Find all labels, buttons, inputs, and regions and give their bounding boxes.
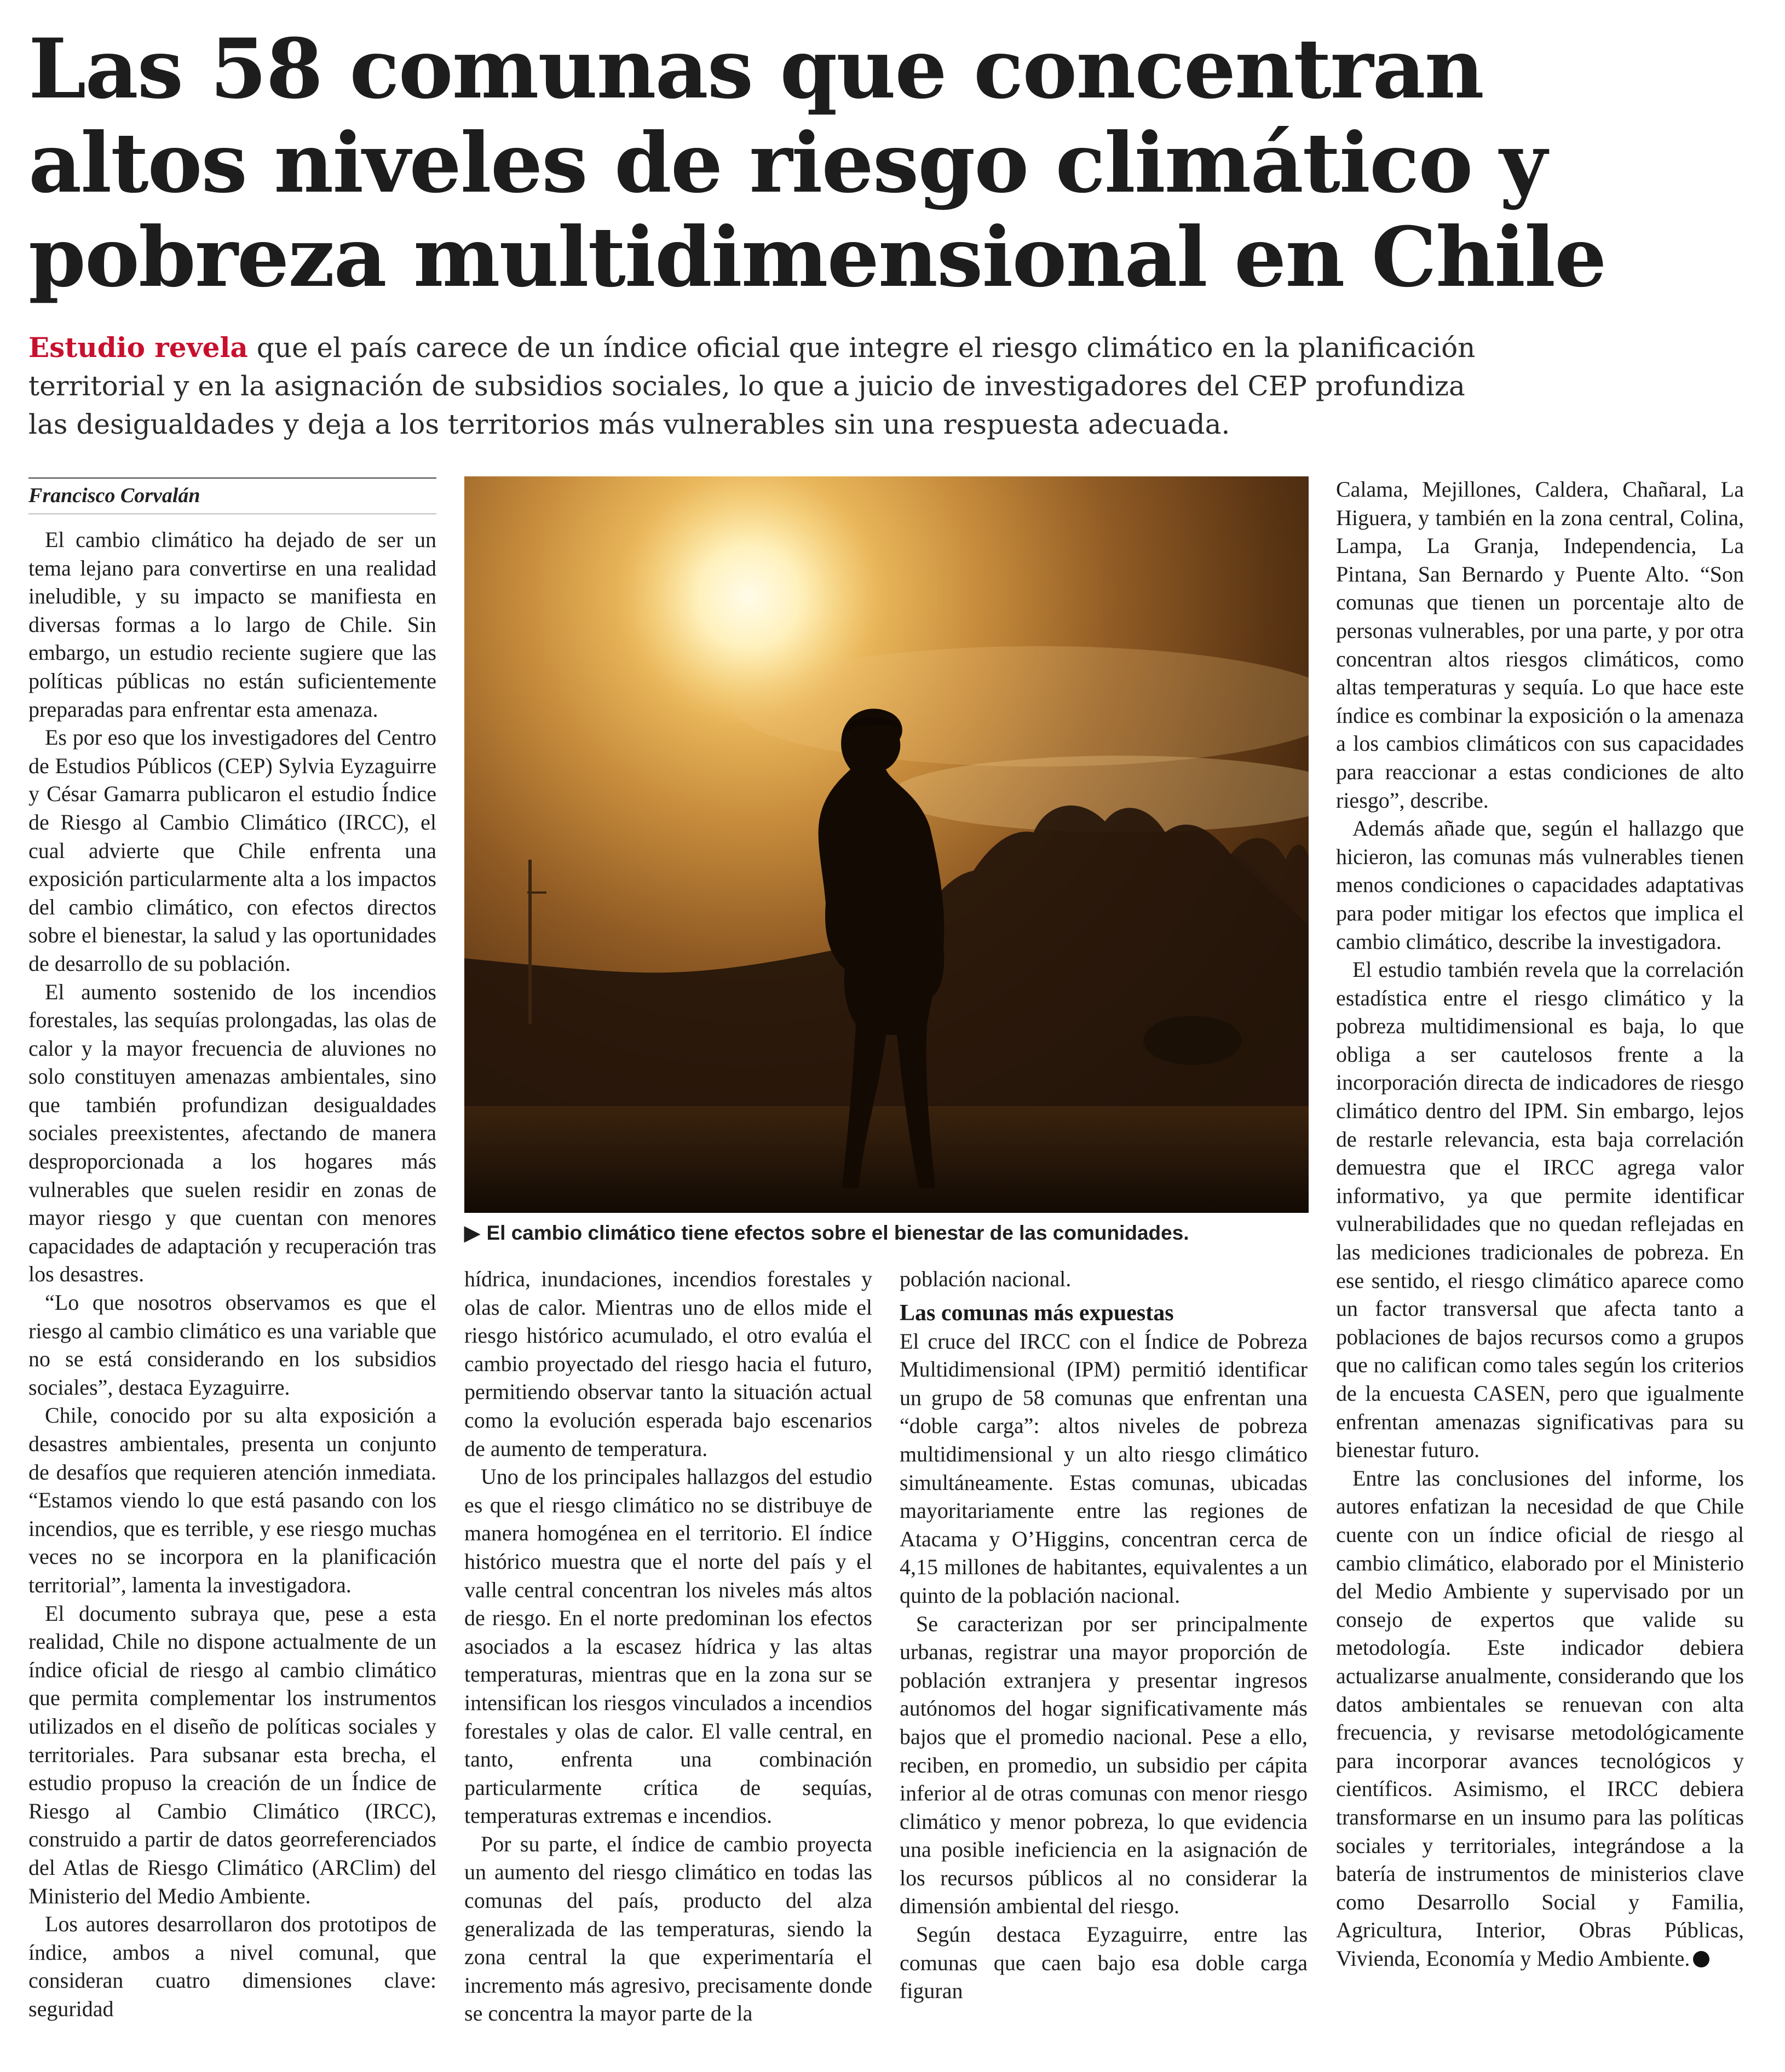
paragraph: población nacional. [900,1267,1072,1291]
lede [28,329,1753,444]
paragraph [1336,1464,1744,1973]
paragraph: Los autores desarrollaron dos prototipos de índice, ambos a nivel comunal, que consideran cuatro dimensiones clave: seguridad [28,1912,436,2021]
article-column-4 [1336,475,1744,1972]
paragraph: Por su parte, el índice de cambio proyecta un aumento del riesgo climático en todas las comunas del país, producto del alza generalizada de las temperaturas, siendo la zona central la que experimentaría el incremento más agresivo, precisamente donde se concentra la mayor parte de la [464,1831,872,2026]
paragraph: hídrica, inundaciones, incendios forestales y olas de calor. Mientras uno de ellos mide el riesgo histórico acumulado, el otro evalúa el cambio proyectado del riesgo hacia el futuro, permitiendo observar tanto la situación actual como la evolución esperada bajo escenarios de aumento de temperatura. [464,1267,872,1461]
paragraph: Según destaca Eyzaguirre, entre las comunas que caen bajo esa doble carga figuran [900,1922,1308,2004]
lede-text: que el país carece de un índice oficial que integre el riesgo climático en la planificación [247,332,1476,364]
article-column-2 [464,1265,872,2028]
paragraph: Chile, conocido por su alta exposición a desastres ambientales, presenta un conjunto de desafíos que requieren atención inmediata. “Estamos viendo lo que está pasando con los incendios, que es terrible, y ese riesgo muchas veces no se incorpora en la planificación territorial”, lamenta la investigadora. [28,1403,436,1597]
paragraph: El cambio climático ha dejado de ser un tema lejano para convertirse en una realidad ineludible, y su impacto se manifiesta en diversas formas a lo largo de Chile. Sin embargo, un estudio reciente sugiere que las políticas públicas no están suficientemente preparadas para enfrentar esta amenaza. [28,527,436,722]
paragraph: El cruce del IRCC con el Índice de Pobreza Multidimensional (IPM) permitió identificar un grupo de 58 comunas que enfrentan una “doble carga”: altos niveles de pobreza multidimensional y un alto riesgo climático simultáneamente. Estas comunas, ubicadas mayoritariamente entre las regiones de Atacama y O’Higgins, concentran cerca de 4,15 millones de habitantes, equivalentes a un quinto de la población nacional. [900,1328,1308,1608]
article-column-1 [28,526,436,2023]
paragraph: Es por eso que los investigadores del Centro de Estudios Públicos (CEP) Sylvia Eyzaguirre y César Gamarra publicaron el estudio Índice de Riesgo al Cambio Climático (IRCC), el cual advierte que Chile enfrenta una exposición particularmente alta a los impactos del cambio climático, con efectos directos sobre el bienestar, la salud y las oportunidades de desarrollo de su población. [28,725,436,976]
end-mark-icon [1693,1951,1709,1967]
paragraph: Se caracterizan por ser principalmente urbanas, registrar una mayor proporción de población extranjera y presentar ingresos autónomos del hogar significativamente más bajos que el promedio nacional. Pese a ello, reciben, en promedio, un subsidio per cápita inferior al de otras comunas con menor riesgo climático y menor pobreza, lo que evidencia una posible ineficiencia en la asignación de los recursos públicos al no considerar la dimensión ambiental del riesgo. [900,1611,1308,1919]
headline-line: pobreza multidimensional en Chile [28,209,1606,306]
lede-line: territorial y en la asignación de subsidios sociales, lo que a juicio de investigadores del CEP profundiza [28,370,1465,402]
byline-top-rule [28,477,436,479]
section-heading: Las comunas más expuestas [900,1300,1174,1326]
paragraph: Además añade que, según el hallazgo que hicieron, las comunas más vulnerables tienen menos condiciones o capacidades adaptativas para poder mitigar los efectos que implica el cambio climático, describe la investigadora. [1336,816,1744,954]
paragraph: Calama, Mejillones, Caldera, Chañaral, La Higuera, y también en la zona central, Colina, Lampa, La Granja, Independencia, La Pintana, San Bernardo y Puente Alto. “Son comunas que tienen un porcentaje alto de personas vulnerables, por una parte, y por otra concentran altos riesgos climáticos, como altas temperaturas y sequía. Lo que hace este índice es combinar la exposición o la amenaza a los cambios climáticos con sus capacidades para reaccionar a estas condiciones de alto riesgo”, describe. [1336,477,1744,813]
sunset-silhouette-image [464,476,1309,1213]
caption-text: El cambio climático tiene efectos sobre el bienestar de las comunidades. [486,1222,1189,1244]
paragraph: Uno de los principales hallazgos del estudio es que el riesgo climático no se distribuye de manera homogénea en el territorio. El índice histórico muestra que el norte del país y el valle central concentran los niveles más altos de riesgo. En el norte predominan los efectos asociados a la escasez hídrica y las altas temperaturas, mientras que en la zona sur se intensifican los riesgos vinculados a incendios forestales y olas de calor. El valle central, en tanto, enfrenta una combinación particularmente crítica de sequías, temperaturas extremas e incendios. [464,1464,872,1828]
headline-line: Las 58 comunas que concentran [28,21,1483,117]
photo-caption [464,1220,1309,1246]
lede-line: las desigualdades y deja a los territorios más vulnerables sin una respuesta adecuada. [28,408,1230,440]
caption-arrow-icon: ▶ [464,1222,480,1244]
headline [28,22,1770,304]
lede-kicker: Estudio revela [28,331,248,364]
article-column-3 [900,1265,1308,2005]
paragraph: El aumento sostenido de los incendios forestales, las sequías prolongadas, las olas de calor y la mayor frecuencia de aluviones no solo constituyen amenazas ambientales, sino que también profundizan desigualdades sociales preexistentes, afectando de manera desproporcionada a los hogares más vulnerables que suelen residir en zonas de mayor riesgo y que cuentan con menores capacidades de adaptación y recuperación tras los desastres. [28,979,436,1287]
lede-line [28,329,1753,367]
article-photo [464,476,1309,1213]
paragraph: El estudio también revela que la correlación estadística entre el riesgo climático y la pobreza multidimensional es baja, lo que obliga a ser cautelosos frente a la incorporación directa de indicadores de riesgo climático dentro del IPM. Sin embargo, lejos de restarle relevancia, esta baja correlación demuestra que el IRCC agrega valor informativo, ya que permite identificar vulnerabilidades que no quedan reflejadas en las mediciones tradicionales de pobreza. En ese sentido, el riesgo climático aparece como un factor transversal que afecta tanto a poblaciones de bajos recursos como a grupos que no califican como tales según los criterios de la encuesta CASEN, pero que igualmente enfrentan amenazas significativas para su bienestar futuro. [1336,957,1744,1463]
byline: Francisco Corvalán [28,484,200,507]
paragraph-text: Entre las conclusiones del informe, los autores enfatizan la necesidad de que Chile cuente con un índice oficial de riesgo al cambio climático, elaborado por el Ministerio del Medio Ambiente y supervisado por un consejo de expertos que valide su metodología. Este indicador debiera actualizarse anualmente, considerando que los datos ambientales se renuevan con alta frecuencia, y revisarse metodológicamente para incorporar avances tecnológicos y científicos. Asimismo, el IRCC debiera transformarse en un insumo para las políticas sociales y territoriales, integrándose a la batería de instrumentos de ministerios clave como Desarrollo Social y Familia, Agricultura, Interior, Obras Públicas, Vivienda, Economía y Medio Ambiente. [1336,1465,1744,1971]
paragraph: “Lo que nosotros observamos es que el riesgo al cambio climático es una variable que no se está considerando en los subsidios sociales”, destaca Eyzaguirre. [28,1290,436,1400]
headline-line: altos niveles de riesgo climático y [28,115,1546,211]
paragraph: El documento subraya que, pese a esta realidad, Chile no dispone actualmente de un índice oficial de riesgo al cambio climático que permita complementar los instrumentos utilizados en el diseño de políticas sociales y territoriales. Para subsanar esta brecha, el estudio propuso la creación de un Índice de Riesgo al Cambio Climático (IRCC), construido a partir de datos georreferenciados del Atlas de Riesgo Climático (ARClim) del Ministerio del Medio Ambiente. [28,1601,436,1908]
